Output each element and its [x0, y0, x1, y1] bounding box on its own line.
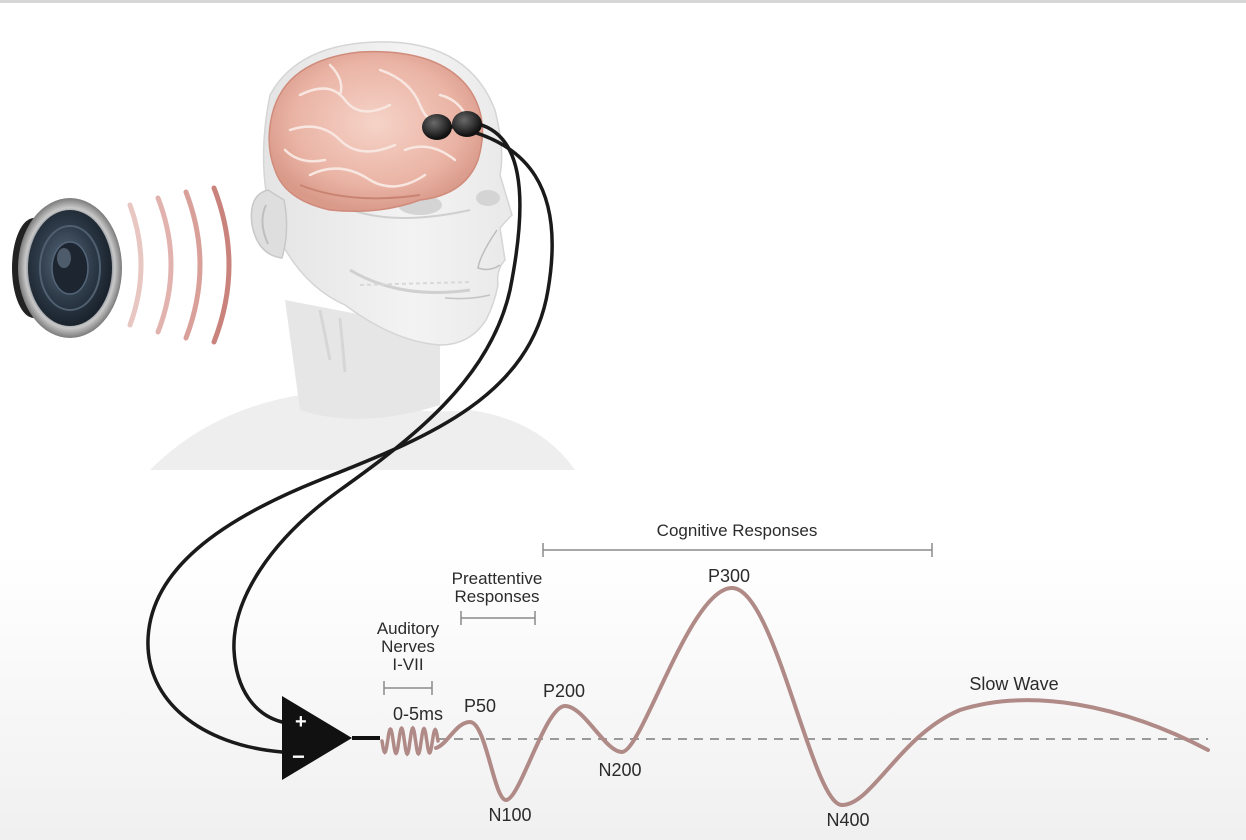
speaker-icon [12, 198, 122, 338]
label-p50: P50 [463, 696, 497, 716]
range-labels [377, 521, 818, 674]
bracket-auditory-nerves [384, 681, 432, 695]
label-preattentive-line2: Responses [454, 587, 540, 606]
label-n200: N200 [598, 760, 642, 780]
label-n400: N400 [826, 810, 870, 830]
label-p300: P300 [707, 566, 751, 586]
bracket-preattentive [461, 611, 535, 625]
range-brackets [384, 543, 932, 695]
sound-waves-icon [130, 188, 229, 342]
label-preattentive-line1: Preattentive [451, 569, 543, 588]
bracket-cognitive [543, 543, 932, 557]
label-auditory-line2: Nerves [381, 637, 435, 656]
amplifier-minus: − [292, 744, 305, 769]
amplifier-plus: + [295, 711, 307, 733]
early-oscillation [382, 728, 438, 754]
amplifier-icon [282, 696, 380, 780]
label-auditory-line3: I-VII [392, 655, 424, 674]
top-border [0, 0, 1246, 3]
label-p200: P200 [542, 681, 586, 701]
label-slow-wave: Slow Wave [969, 674, 1059, 694]
label-0-5ms: 0-5ms [392, 704, 444, 724]
label-auditory-line1: Auditory [376, 619, 440, 638]
label-n100: N100 [488, 805, 532, 825]
label-cognitive: Cognitive Responses [656, 521, 818, 540]
